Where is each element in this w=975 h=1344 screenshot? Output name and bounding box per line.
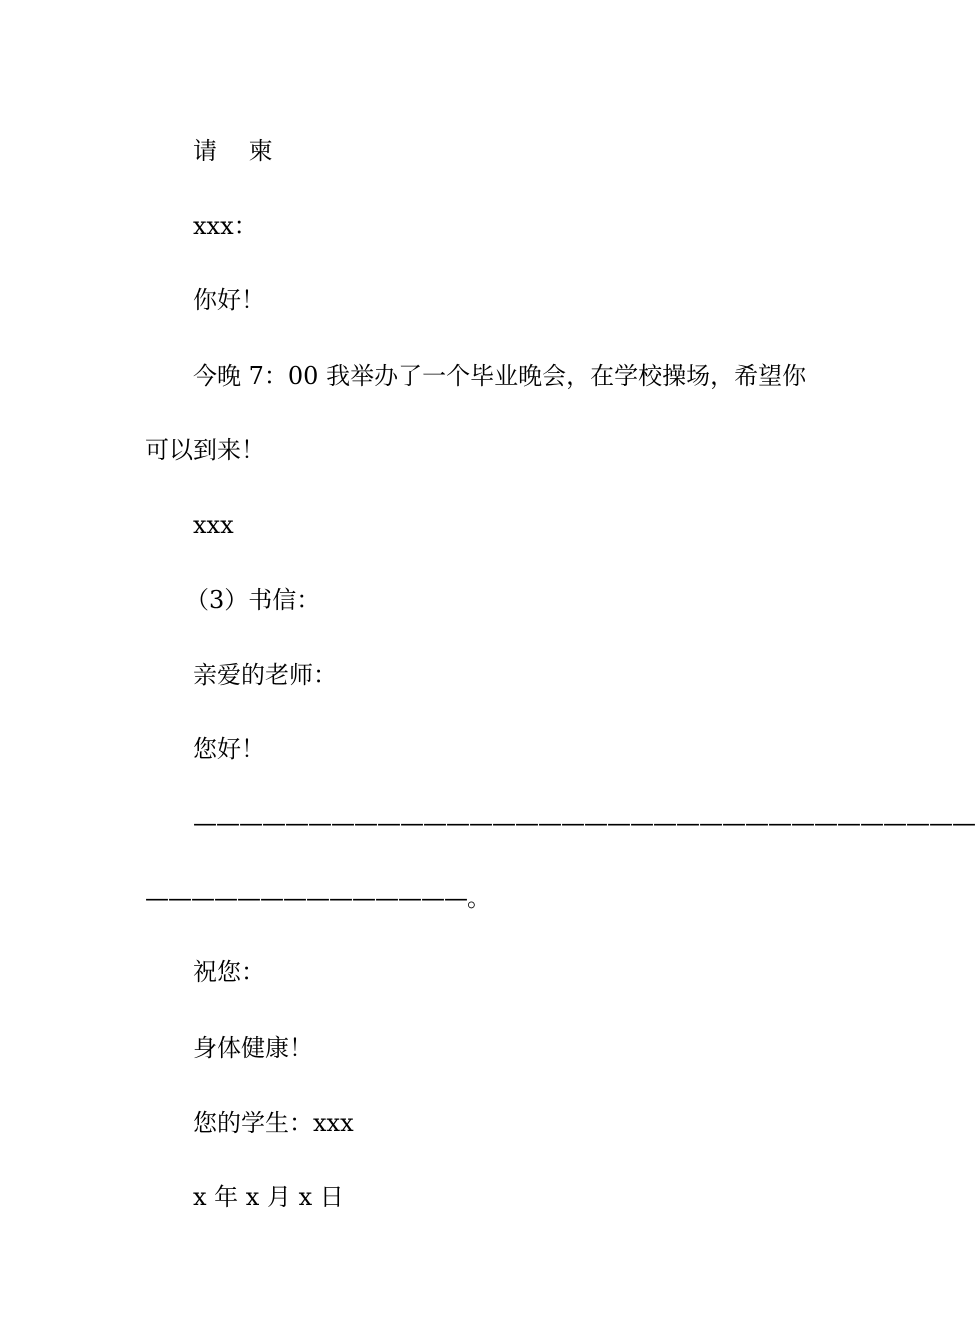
invitation-title: 请 柬 [193,137,285,165]
invitation-signature: xxx [193,511,234,539]
invitation-body-line-2: 可以到来！ [145,436,265,464]
letter-salutation: 亲爱的老师： [193,661,337,689]
letter-wish: 身体健康！ [193,1034,313,1062]
invitation-body-line-1: 今晚 7：00 我举办了一个毕业晚会，在学校操场，希望你 [193,362,807,390]
letter-greeting: 您好！ [193,735,265,763]
letter-signature: 您的学生：xxx [193,1109,354,1137]
letter-blank-line-1: —————————————————————————————————— [193,809,975,837]
letter-section-heading: （3）书信： [185,586,321,614]
letter-date: x 年 x 月 x 日 [193,1183,344,1211]
invitation-greeting: 你好！ [193,286,265,314]
letter-blank-line-2: ——————————————。 [145,884,490,912]
letter-closing: 祝您： [193,958,265,986]
invitation-recipient: xxx： [193,212,258,240]
